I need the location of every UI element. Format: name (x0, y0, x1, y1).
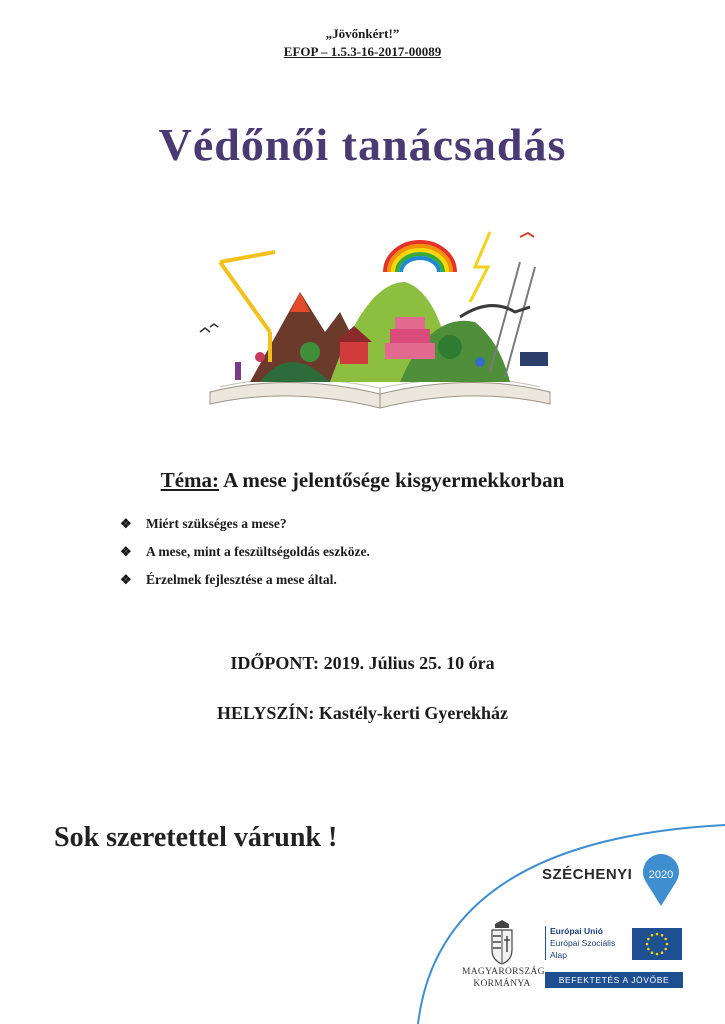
list-item (120, 515, 370, 543)
list-item-text: A mese, mint a feszültségoldás eszköze. (146, 544, 370, 559)
topic-text: A mese jelentősége kisgyermekkorban (223, 468, 565, 492)
closing-message: Sok szeretettel várunk ! (54, 822, 338, 853)
topic-label: Téma: (160, 468, 220, 492)
szechenyi-label: SZÉCHENYI (542, 866, 633, 883)
date-label: IDŐPONT: (230, 653, 320, 673)
eu-flag-icon (632, 928, 682, 960)
page-title: Védőnői tanácsadás (158, 119, 567, 170)
event-place (0, 703, 725, 724)
szechenyi-year: 2020 (648, 869, 674, 881)
diamond-bullet-icon: ❖ (120, 544, 132, 559)
hungarian-coat-of-arms-icon (487, 918, 517, 966)
list-item (120, 571, 370, 599)
eu-label-line3: Alap (550, 950, 568, 960)
date-value: 2019. Július 25. 10 óra (323, 653, 495, 673)
place-label: HELYSZÍN: (217, 703, 315, 723)
eu-label-line1: Európai Unió (550, 926, 603, 936)
diamond-bullet-icon: ❖ (120, 516, 132, 531)
topic-line (0, 468, 725, 493)
eu-divider (545, 926, 546, 960)
diamond-bullet-icon: ❖ (120, 572, 132, 587)
project-code (0, 44, 725, 60)
government-name-line1: MAGYARORSZÁG (462, 967, 545, 977)
government-name-line2: KORMÁNYA (473, 979, 531, 989)
szechenyi-arc-decoration (400, 800, 725, 1024)
open-storybook-illustration-icon (190, 222, 570, 417)
list-item (120, 543, 370, 571)
list-item-text: Miért szükséges a mese? (146, 516, 287, 531)
project-name: „Jövőnkért!” (325, 26, 400, 41)
place-value: Kastély-kerti Gyerekház (318, 703, 508, 723)
eu-label-line2: Európai Szociális (550, 938, 616, 948)
project-code-text: EFOP – 1.5.3-16-2017-00089 (283, 44, 442, 59)
question-list (120, 515, 370, 599)
event-date (0, 653, 725, 674)
list-item-text: Érzelmek fejlesztése a mese által. (146, 572, 337, 587)
invest-in-future-bar: BEFEKTETÉS A JÖVŐBE (545, 972, 683, 988)
